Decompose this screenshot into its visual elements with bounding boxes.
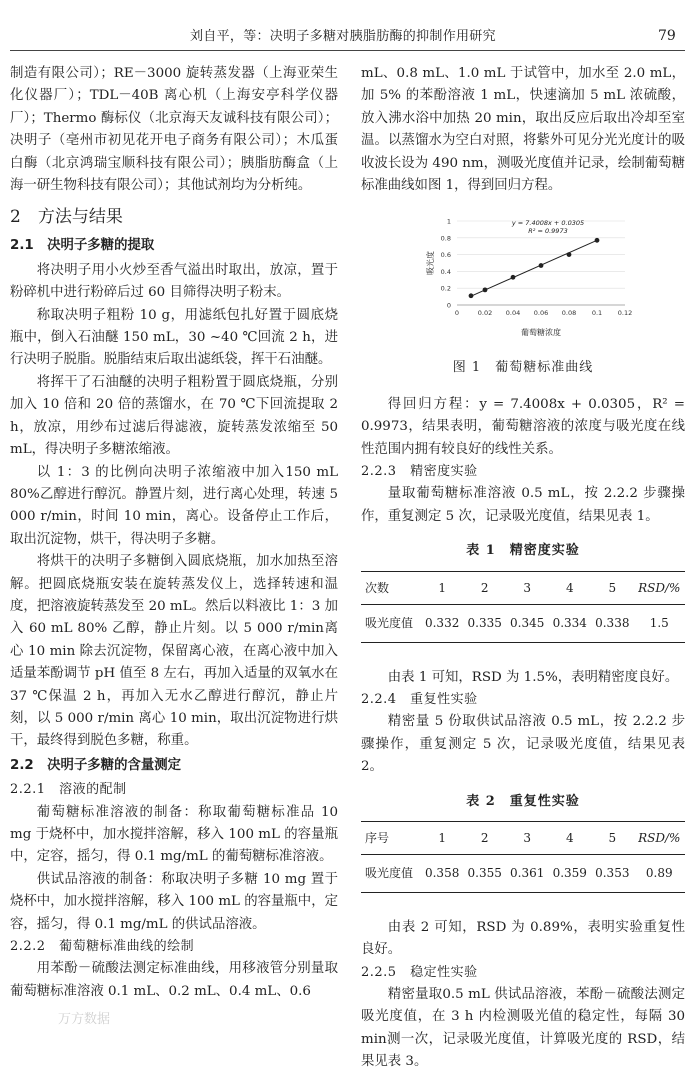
table-header-cell: RSD/%	[634, 821, 685, 854]
table-header-cell: 1	[421, 571, 464, 604]
table-row	[361, 605, 685, 642]
left-column	[10, 63, 338, 1003]
table-cell: 0.335	[463, 605, 506, 642]
table-header-cell: 3	[506, 821, 549, 854]
table-row	[361, 855, 685, 892]
x-axis-title: 葡萄糖浓度	[521, 328, 561, 338]
x-tick-label: 0.04	[505, 309, 521, 318]
table-header-cell: 3	[506, 571, 549, 604]
table-header-row	[361, 821, 685, 854]
running-title: 刘自平，等：决明子多糖对胰脂肪酶的抑制作用研究	[190, 29, 496, 44]
x-tick-label: 0	[454, 309, 460, 318]
subsubsection-heading: 2.2.4 重复性实验	[361, 691, 478, 707]
trendline	[471, 241, 597, 297]
table-cell: 0.355	[463, 855, 506, 892]
table-header-cell: 4	[549, 821, 592, 854]
table-header-cell: 序号	[361, 821, 421, 854]
y-tick-label: 0	[446, 301, 451, 310]
subsubsection-heading: 2.2.5 稳定性实验	[361, 964, 478, 980]
paragraph: 量取葡萄糖标准溶液 0.5 mL，按 2.2.2 步骤操作，重复测定 5 次，记录吸光度值，结果见表 1。	[361, 486, 685, 524]
subsubsection-heading: 2.2.2 葡萄糖标准曲线的绘制	[10, 939, 195, 955]
x-tick-label: 0.12	[617, 309, 633, 318]
table-header-row	[361, 571, 685, 604]
paragraph: 精密量取0.5 mL 供试品溶液，苯酚－硫酸法测定吸光度值，在 3 h 内检测吸光值的稳定性，每隔 30 min测一次，记录吸光度值，计算吸光度的 RSD，结果见表 3。	[361, 986, 685, 1070]
y-tick-label: 1	[446, 217, 451, 226]
paragraph: 将决明子用小火炒至香气溢出时取出，放凉，置于粉碎机中进行粉碎后过 60 目筛得决明子粉末。	[10, 262, 338, 301]
paragraph: 供试品溶液的制备：称取决明子多糖 10 mg 置于烧杯中，加水搅拌溶解，移入 100 mL 的容量瓶中，定容，摇匀，得 0.1 mg/mL 的供试品溶液。	[10, 871, 338, 932]
data-point	[483, 288, 488, 293]
y-tick-label: 0.6	[440, 251, 451, 260]
y-tick-label: 0.8	[440, 234, 451, 243]
table-header-cell: 4	[549, 571, 592, 604]
paragraph: 精密量 5 份取供试品溶液 0.5 mL，按 2.2.2 步骤操作，重复测定 5 次，记录吸光度值，结果见表 2。	[361, 714, 685, 775]
table-cell: 0.345	[506, 605, 549, 642]
table-header-cell: 5	[591, 571, 634, 604]
table-header-cell: 次数	[361, 571, 421, 604]
equation-label: y = 7.4008x + 0.0305	[511, 219, 585, 228]
section-heading: 2 方法与结果	[10, 207, 123, 228]
x-tick-label: 0.06	[533, 309, 549, 318]
header-rule	[10, 50, 685, 51]
paragraph: 由表 2 可知，RSD 为 0.89%，表明实验重复性良好。	[361, 919, 685, 958]
data-point	[511, 275, 516, 280]
paragraph: 由表 1 可知，RSD 为 1.5%，表明精密度良好。	[387, 669, 679, 685]
r2-label: R² = 0.9973	[528, 227, 568, 236]
table-cell: 吸光度值	[361, 855, 421, 892]
subsubsection-heading: 2.2.3 精密度实验	[361, 464, 478, 480]
table-header-cell: 2	[463, 571, 506, 604]
paragraph: 用苯酚－硫酸法测定标准曲线，用移液管分别量取葡萄糖标准溶液 0.1 mL、0.2 mL、0.4 mL、0.6	[10, 961, 338, 999]
table-header-cell: RSD/%	[634, 571, 685, 604]
y-axis-title: 吸光度	[426, 251, 435, 276]
page-header	[0, 0, 695, 46]
figure-caption: 图 1 葡萄糖标准曲线	[452, 360, 594, 376]
paragraph: 称取决明子粗粉 10 g，用滤纸包扎好置于圆底烧瓶中，倒入石油醚 150 mL，30 ~40 ℃回流 2 h，进行决明子脱脂。脱脂结束后取出滤纸袋，挥干石油醚。	[10, 307, 338, 368]
table-header-cell: 1	[421, 821, 464, 854]
table-cell: 1.5	[634, 605, 685, 642]
paragraph: 制造有限公司）；RE－3000 旋转蒸发器（上海亚荣生化仪器厂）；TDL－40B 离心机（上海安亭科学仪器厂）；Thermo 酶标仪（北京海天友诚科技有限公司）；决明子（亳州市初见花开电子商务有限公司）；木瓜蛋白酶（北京鸿瑞宝顺科技有限公司）；胰脂肪酶盒（上海一研生物科技有限公司）；其他试剂均为分析纯。	[10, 66, 338, 194]
y-tick-label: 0.2	[440, 285, 451, 294]
x-tick-label: 0.08	[561, 309, 577, 318]
table-cell: 吸光度值	[361, 605, 421, 642]
paragraph: mL、0.8 mL、1.0 mL 于试管中，加水至 2.0 mL，加 5% 的苯酚溶液 1 mL，快速滴加 5 mL 浓硫酸，放入沸水浴中加热 20 min，取出反应后取出冷却至室温。以蒸馏水为空白对照，将紫外可见分光光度计的吸收波长设为 490 nm，测吸光度值并记录，绘制葡萄糖标准曲线如图 1，得到回归方程。	[361, 66, 685, 194]
table-repeatability	[361, 821, 685, 893]
x-tick-label: 0.1	[591, 309, 603, 318]
figure-1	[361, 209, 685, 351]
table-cell: 0.359	[549, 855, 592, 892]
page-number: 79	[658, 28, 676, 44]
watermark: 万方数据	[58, 1012, 111, 1027]
calibration-chart	[361, 209, 685, 351]
table-cell: 0.358	[421, 855, 464, 892]
subsection-heading: 2.2 决明子多糖的含量测定	[10, 757, 182, 773]
data-point	[595, 238, 600, 243]
table-cell: 0.361	[506, 855, 549, 892]
y-tick-label: 0.4	[440, 268, 451, 277]
table-caption: 表 1 精密度实验	[466, 543, 580, 559]
paragraph: 将烘干的决明子多糖倒入圆底烧瓶，加水加热至溶解。把圆底烧瓶安装在旋转蒸发仪上，选择转速和温度，把溶液旋转蒸发至 20 mL。然后以料液比 1：3 加入 60 mL 80% 乙醇，静止片刻。以 5 000 r/min离心 10 min 除去沉淀物，保留离心液，在离心液中加入适量苯酚调节 pH 值至 8 左右，再加入适量的双氧水在 37 ℃保温 2 h，再加入无水乙醇进行醇沉，静止片刻，以 5 000 r/min 离心 10 min，取出沉淀物进行烘干，最终得到脱色多糖，称重。	[10, 554, 338, 749]
data-point	[567, 253, 572, 258]
table-cell: 0.353	[591, 855, 634, 892]
table-cell: 0.334	[549, 605, 592, 642]
paragraph: 葡萄糖标准溶液的制备：称取葡萄糖标准品 10 mg 于烧杯中，加水搅拌溶解，移入 100 mL 的容量瓶中，定容，摇匀，得 0.1 mg/mL 的葡萄糖标准溶液。	[10, 804, 338, 865]
table-header-cell: 5	[591, 821, 634, 854]
subsection-heading: 2.1 决明子多糖的提取	[10, 238, 155, 254]
x-tick-label: 0.02	[477, 309, 493, 318]
paragraph: 将挥干了石油醚的决明子粗粉置于圆底烧瓶，分别加入 10 倍和 20 倍的蒸馏水，在 70 ℃下回流提取 2 h，放凉，用纱布过滤后得滤液，旋转蒸发浓缩至 50 mL，得决明子多糖浓缩液。	[10, 374, 338, 458]
paragraph: 以 1：3 的比例向决明子浓缩液中加入150 mL 80%乙醇进行醇沉。静置片刻，进行离心处理，转速 5 000 r/min，时间 10 min，离心。设备停止工作后，取出沉淀物，烘干，得决明子多糖。	[10, 464, 338, 547]
table-cell: 0.332	[421, 605, 464, 642]
table-cell: 0.338	[591, 605, 634, 642]
subsubsection-heading: 2.2.1 溶液的配制	[10, 782, 127, 798]
table-cell: 0.89	[634, 855, 685, 892]
data-point	[539, 264, 544, 269]
table-precision	[361, 571, 685, 643]
paragraph: 得回归方程：y = 7.4008x + 0.0305，R² = 0.9973，结果表明，葡萄糖溶液的浓度与吸光度在线性范围内拥有较良好的线性关系。	[361, 396, 685, 457]
data-point	[469, 294, 474, 299]
right-column	[361, 63, 685, 1074]
table-caption: 表 2 重复性实验	[466, 793, 580, 809]
table-header-cell: 2	[463, 821, 506, 854]
